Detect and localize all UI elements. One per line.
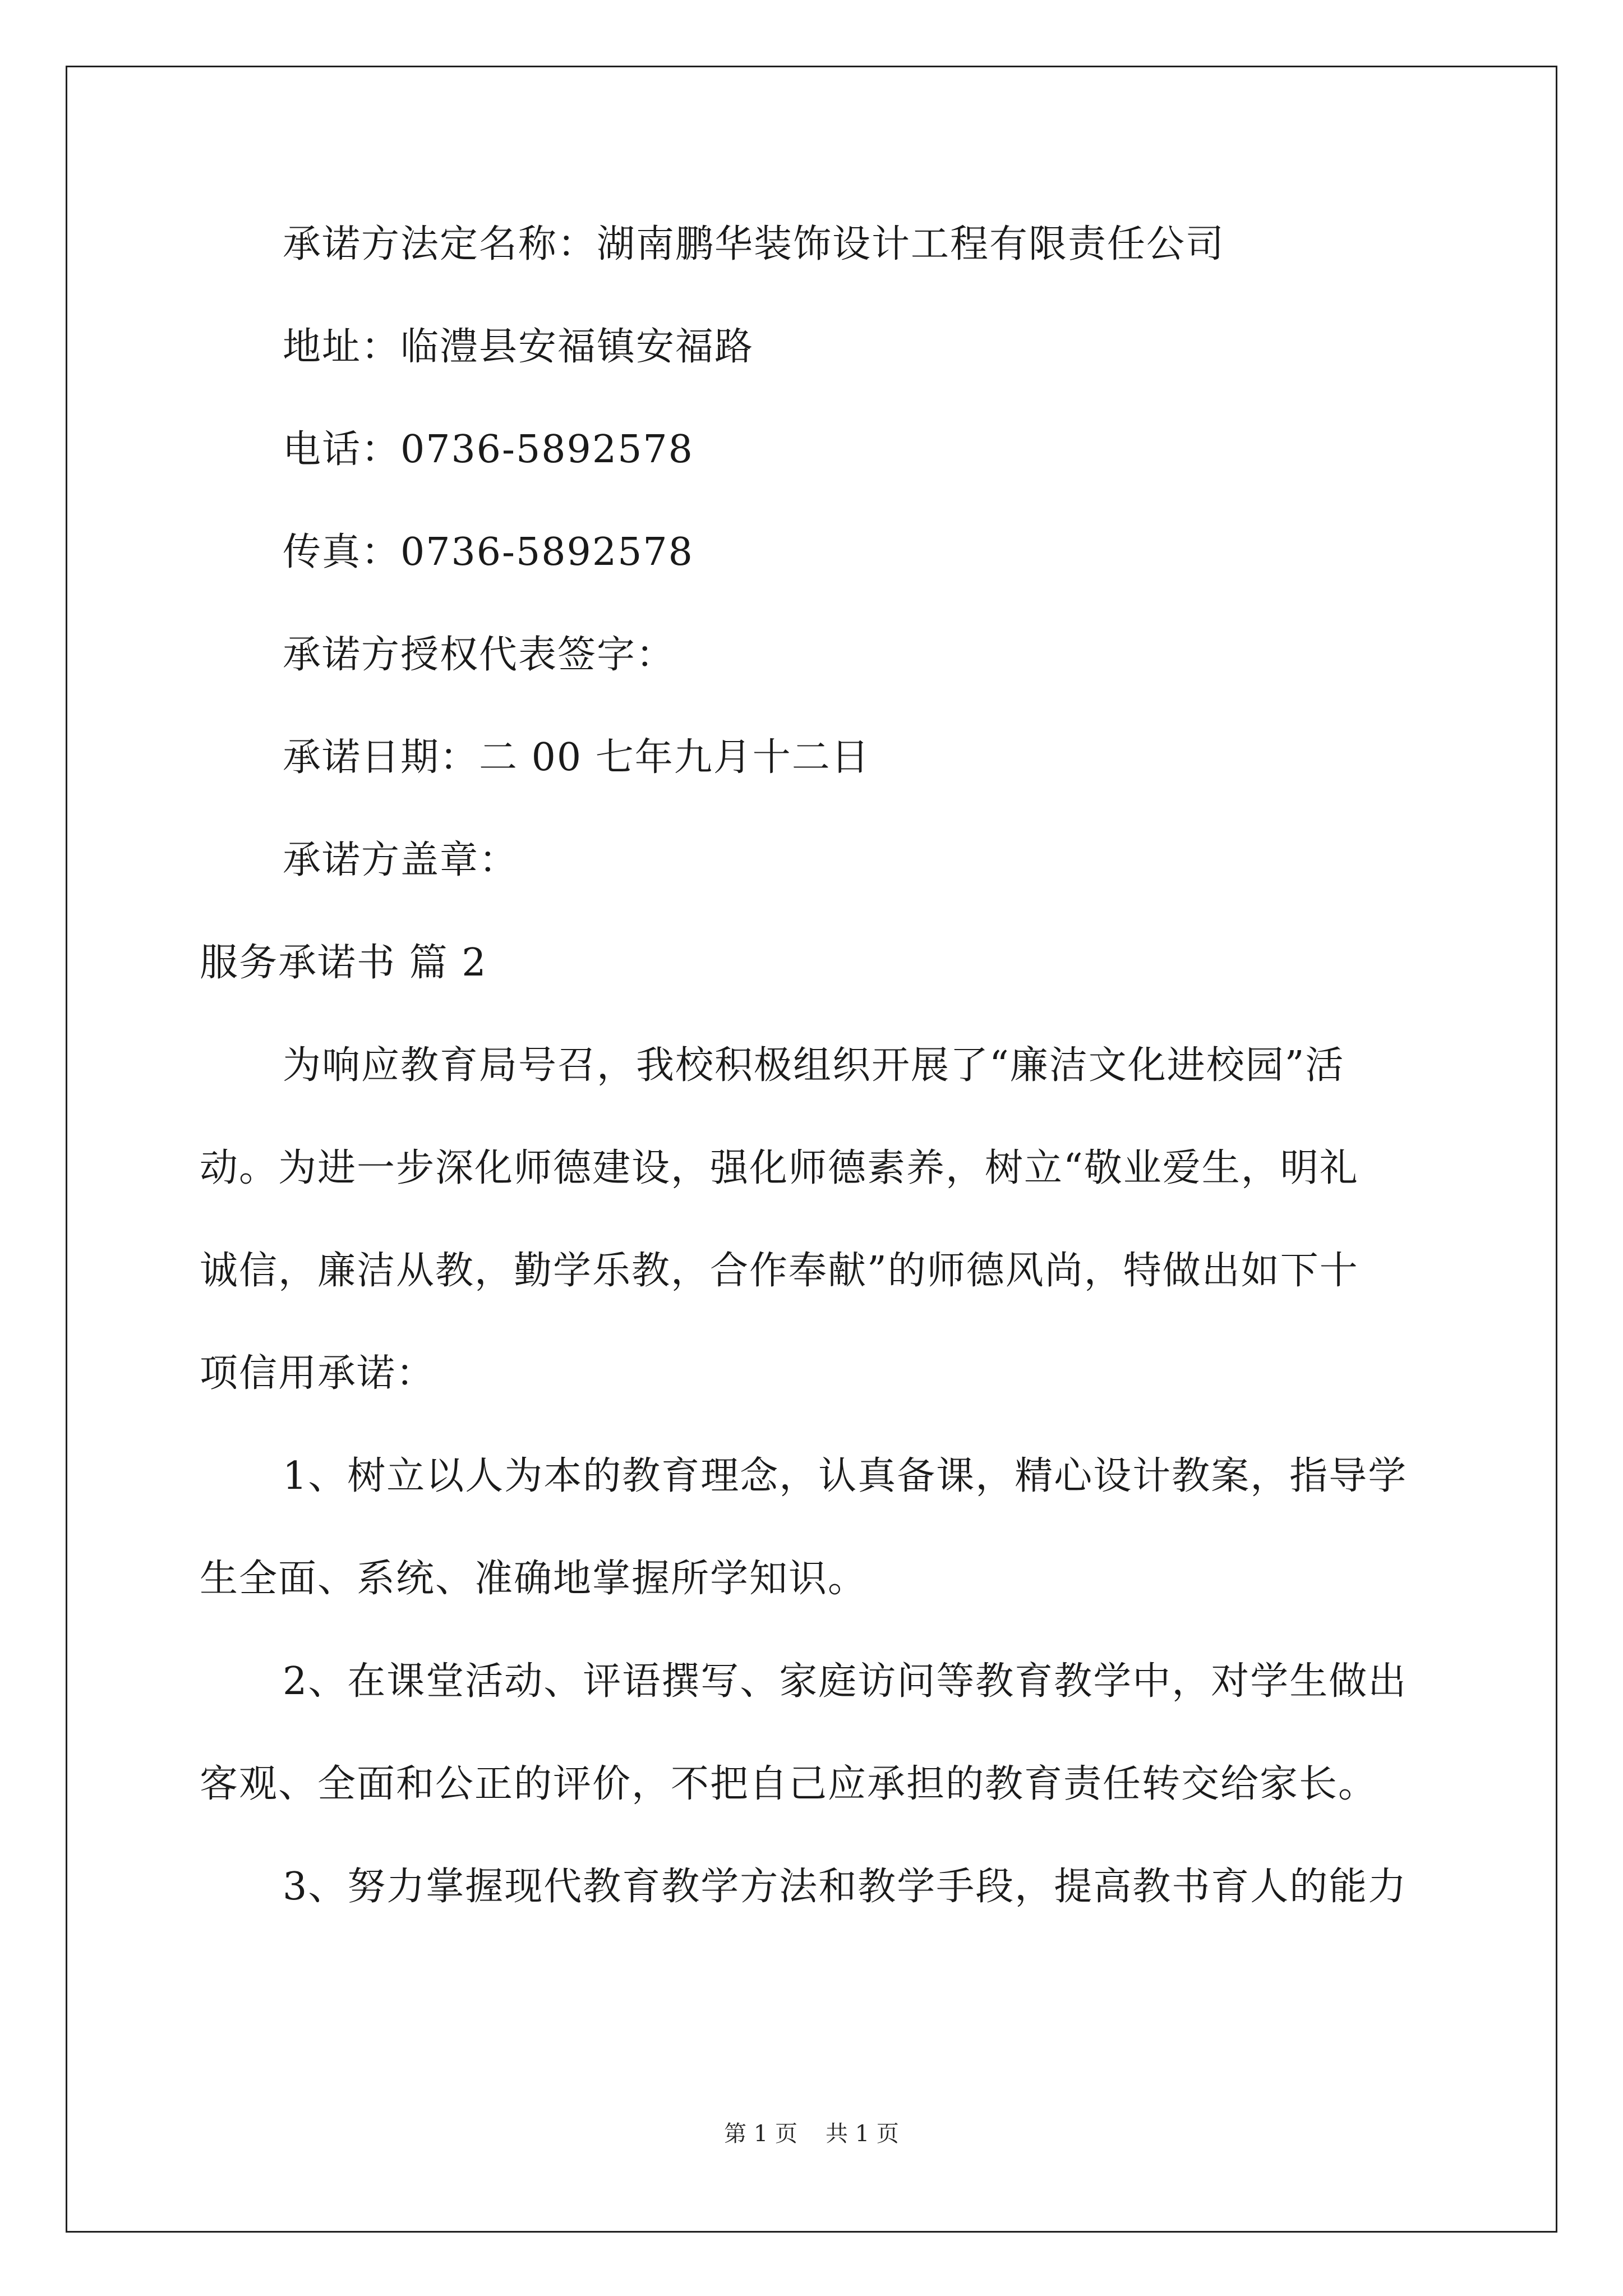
fax: 传真：0736-5892578 — [283, 530, 694, 574]
paragraph-line: 为响应教育局号召，我校积极组织开展了“廉洁文化进校园”活 — [283, 1043, 1345, 1088]
seal-line: 承诺方盖章： — [283, 838, 519, 882]
paragraph-line: 2、在课堂活动、评语撰写、家庭访问等教育教学中，对学生做出 — [283, 1659, 1408, 1704]
page-total: 共 1 页 — [826, 2121, 899, 2147]
intro-paragraph — [200, 1040, 1428, 1400]
document-body — [200, 219, 1428, 1964]
paragraph-line: 诚信，廉洁从教，勤学乐教，合作奉献”的师德风尚，特做出如下十 — [200, 1249, 1359, 1293]
page-footer — [0, 2120, 1623, 2147]
paragraph-line: 3、努力掌握现代教育教学方法和教学手段，提高教书育人的能力 — [283, 1865, 1408, 1909]
commitment-item-1 — [200, 1451, 1428, 1605]
signature-line: 承诺方授权代表签字： — [283, 633, 676, 677]
paragraph-line: 生全面、系统、准确地掌握所学知识。 — [200, 1557, 868, 1601]
promisor-name: 承诺方法定名称：湖南鹏华装饰设计工程有限责任公司 — [283, 222, 1225, 266]
paragraph-line: 客观、全面和公正的评价，不把自己应承担的教育责任转交给家长。 — [200, 1762, 1378, 1806]
paragraph-line: 项信用承诺： — [200, 1351, 436, 1396]
commitment-item-2 — [200, 1656, 1428, 1810]
commitment-item-3 — [200, 1861, 1428, 1913]
page-number: 第 1 页 — [724, 2121, 797, 2147]
paragraph-line: 1、树立以人为本的教育理念，认真备课，精心设计教案，指导学 — [283, 1454, 1408, 1498]
paragraph-line: 动。为进一步深化师德建设，强化师德素养，树立“敬业爱生，明礼 — [200, 1146, 1359, 1190]
promise-date: 承诺日期：二 00 七年九月十二日 — [283, 735, 870, 780]
phone: 电话：0736-5892578 — [283, 427, 694, 472]
section-heading: 服务承诺书 篇 2 — [200, 941, 487, 985]
address: 地址：临澧县安福镇安福路 — [283, 325, 754, 369]
